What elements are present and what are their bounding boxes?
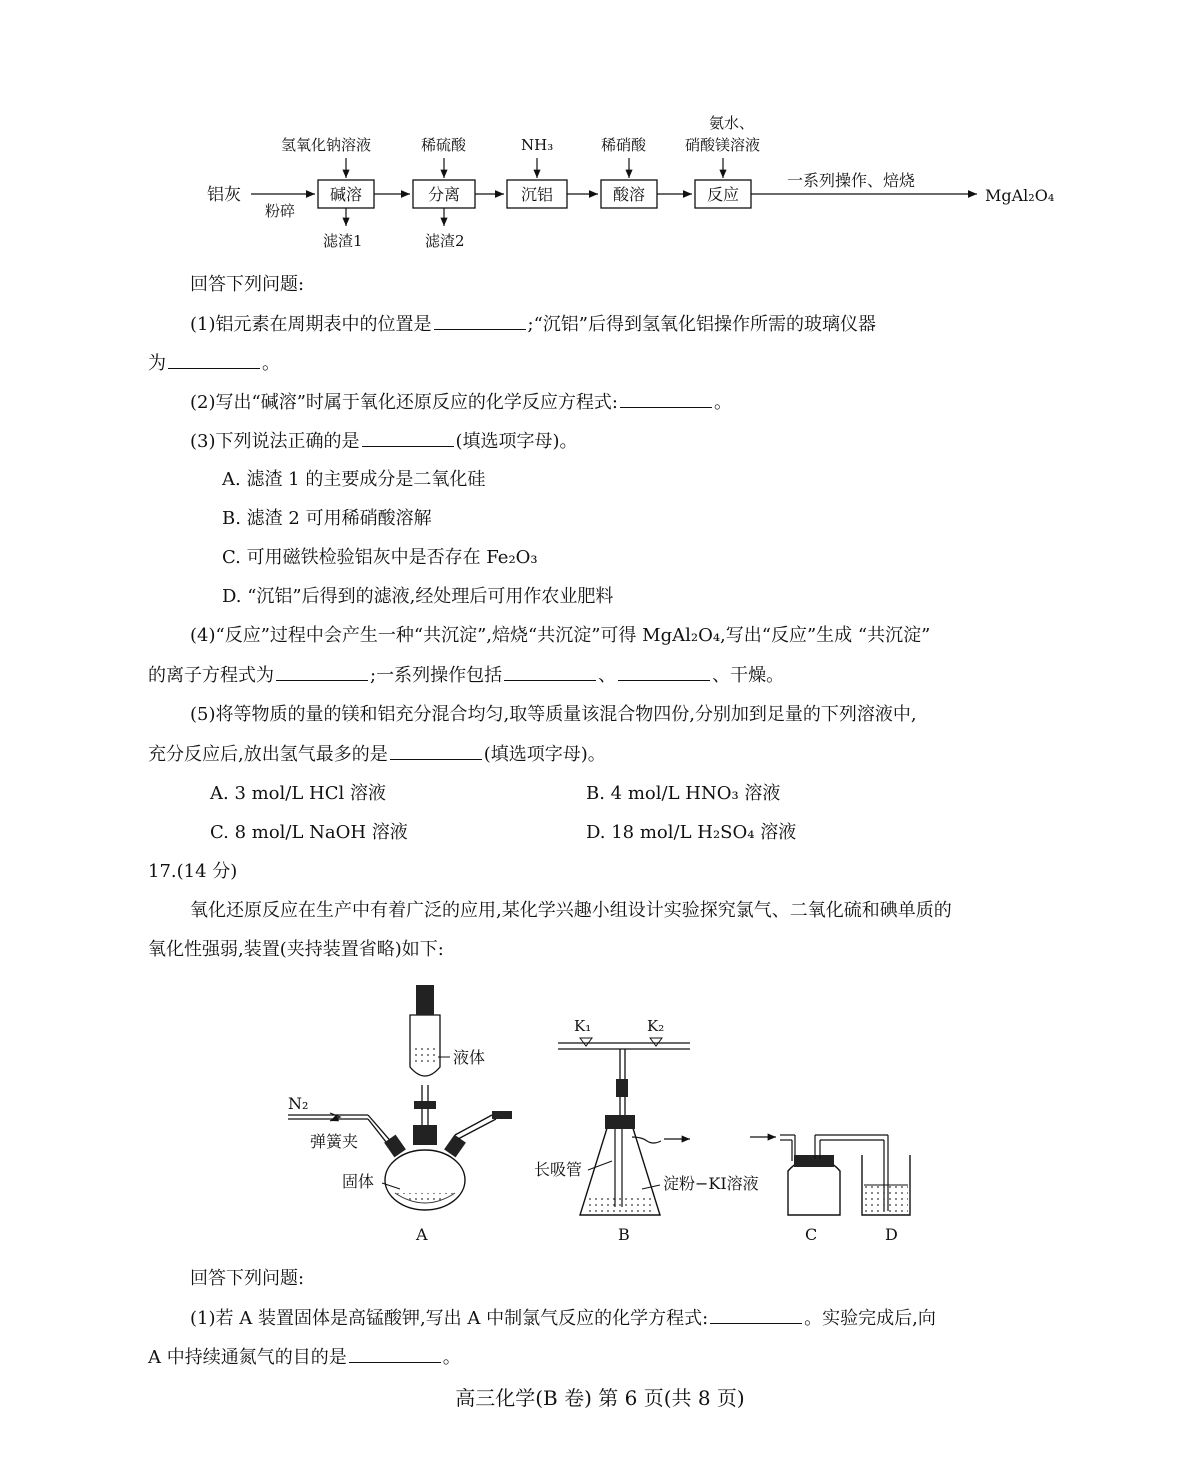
q16-p4e: 、干燥。 [712,665,785,686]
flow-reagent-3: NH₃ [521,136,554,154]
label-c: C [805,1225,818,1244]
flow-step-4: 酸溶 [613,185,646,204]
label-a: A [416,1225,428,1244]
q17-intro-2: 氧化性强弱,装置(夹持装置省略)如下: [148,939,444,960]
flow-residue-2: 滤渣2 [425,232,465,250]
q16-p1a: (1)铝元素在周期表中的位置是 [190,314,432,335]
q16-intro: 回答下列问题: [190,274,305,295]
q17-part1-line1 [190,1305,936,1332]
flow-step-3: 沉铝 [521,185,554,204]
q16-part4-line2 [148,662,784,689]
q16-p2a: (2)写出“碱溶”时属于氧化还原反应的化学反应方程式: [190,392,618,413]
q16-part3 [190,428,578,455]
flow-residue-1: 滤渣1 [323,232,363,250]
q16-p5a: (5)将等物质的量的镁和铝充分混合均匀,取等质量该混合物四份,分别加到足量的下列溶液中, [190,704,917,725]
q16-p3-option-a: A. 滤渣 1 的主要成分是二氧化硅 [222,469,486,490]
q16-p1b: ;“沉铝”后得到氢氧化铝操作所需的玻璃仪器 [527,314,876,335]
q16-p4c: ;一系列操作包括 [370,665,503,686]
label-k1: K₁ [574,1017,592,1035]
label-solid: 固体 [342,1172,375,1191]
flow-step-1: 碱溶 [330,185,363,204]
answer-blank[interactable] [620,389,712,408]
label-b: B [618,1225,630,1244]
label-k2: K₂ [647,1017,665,1035]
q17-intro-1: 氧化还原反应在生产中有着广泛的应用,某化学兴趣小组设计实验探究氯气、二氧化硫和碘单质的 [190,900,952,921]
answer-blank[interactable] [618,662,710,681]
q16-part5-line2 [148,741,606,768]
q16-p1c: 为 [148,353,166,374]
label-d: D [885,1225,898,1244]
q16-p3a: (3)下列说法正确的是 [190,431,360,452]
label-liquid: 液体 [453,1048,486,1067]
q17-header: 17.(14 分) [148,861,238,882]
q17-p1b: 。实验完成后,向 [804,1308,936,1329]
flow-crush: 粉碎 [265,202,296,220]
q16-part1-line2 [148,350,280,377]
answer-blank[interactable] [276,662,368,681]
q16-p4b: 的离子方程式为 [148,665,274,686]
flow-start: 铝灰 [207,185,241,205]
q16-p3-option-d: D. “沉铝”后得到的滤液,经处理后可用作农业肥料 [222,586,614,607]
apparatus-a [288,985,512,1244]
label-long-tube: 长吸管 [534,1160,583,1179]
label-clamp: 弹簧夹 [310,1132,359,1151]
answer-blank[interactable] [434,311,526,330]
q17-part1-line2 [148,1344,461,1371]
q16-p4d: 、 [598,665,617,686]
q16-p3b: (填选项字母)。 [455,431,578,452]
q16-p3-option-b: B. 滤渣 2 可用稀硝酸溶解 [222,508,432,529]
answer-blank[interactable] [504,662,596,681]
answer-blank[interactable] [710,1305,802,1324]
flow-reagent-2: 稀硫酸 [421,136,467,154]
q16-p5-option-c: C. 8 mol/L NaOH 溶液 [210,822,408,843]
process-flow-diagram [195,108,1075,258]
q16-part1-line1 [190,311,876,338]
flow-final-op: 一系列操作、焙烧 [787,171,916,190]
q16-p3-option-c: C. 可用磁铁检验铝灰中是否存在 Fe₂O₃ [222,547,538,568]
flow-product: MgAl₂O₄ [985,186,1055,205]
apparatus-diagram [270,975,970,1245]
flow-reagent-5b: 硝酸镁溶液 [685,136,761,154]
answer-blank[interactable] [168,350,260,369]
flow-step-5: 反应 [707,185,740,204]
flow-reagent-5a: 氨水、 [709,114,755,132]
q16-p5-option-a: A. 3 mol/L HCl 溶液 [210,783,386,804]
q16-p2b: 。 [713,392,732,413]
q16-part2 [190,389,732,416]
q16-p5-option-b: B. 4 mol/L HNO₃ 溶液 [586,783,781,804]
q16-p5-option-d: D. 18 mol/L H₂SO₄ 溶液 [586,822,797,843]
apparatus-c-d [750,1135,910,1244]
apparatus-b [534,1017,759,1244]
answer-blank[interactable] [390,741,482,760]
q17-p1d: 。 [442,1347,461,1368]
q17-p1c: A 中持续通氮气的目的是 [148,1347,347,1368]
q16-p5b: 充分反应后,放出氢气最多的是 [148,744,388,765]
flow-reagent-4: 稀硝酸 [601,136,647,154]
flow-step-2: 分离 [428,185,461,204]
answer-blank[interactable] [349,1344,441,1363]
q16-p4a: (4)“反应”过程中会产生一种“共沉淀”,焙烧“共沉淀”可得 MgAl₂O₄,写出“反应”生成 “共沉淀” [190,625,931,646]
q16-p5c: (填选项字母)。 [483,744,606,765]
label-n2: N₂ [288,1094,309,1113]
label-solution: 淀粉−KI溶液 [663,1174,759,1193]
flow-reagent-1: 氢氧化钠溶液 [281,136,372,154]
q17-p1a: (1)若 A 装置固体是高锰酸钾,写出 A 中制氯气反应的化学方程式: [190,1308,709,1329]
page-footer: 高三化学(B 卷) 第 6 页(共 8 页) [455,1386,745,1410]
answer-blank[interactable] [362,428,454,447]
q17-answer-intro: 回答下列问题: [190,1268,305,1289]
q16-p1d: 。 [262,353,280,374]
